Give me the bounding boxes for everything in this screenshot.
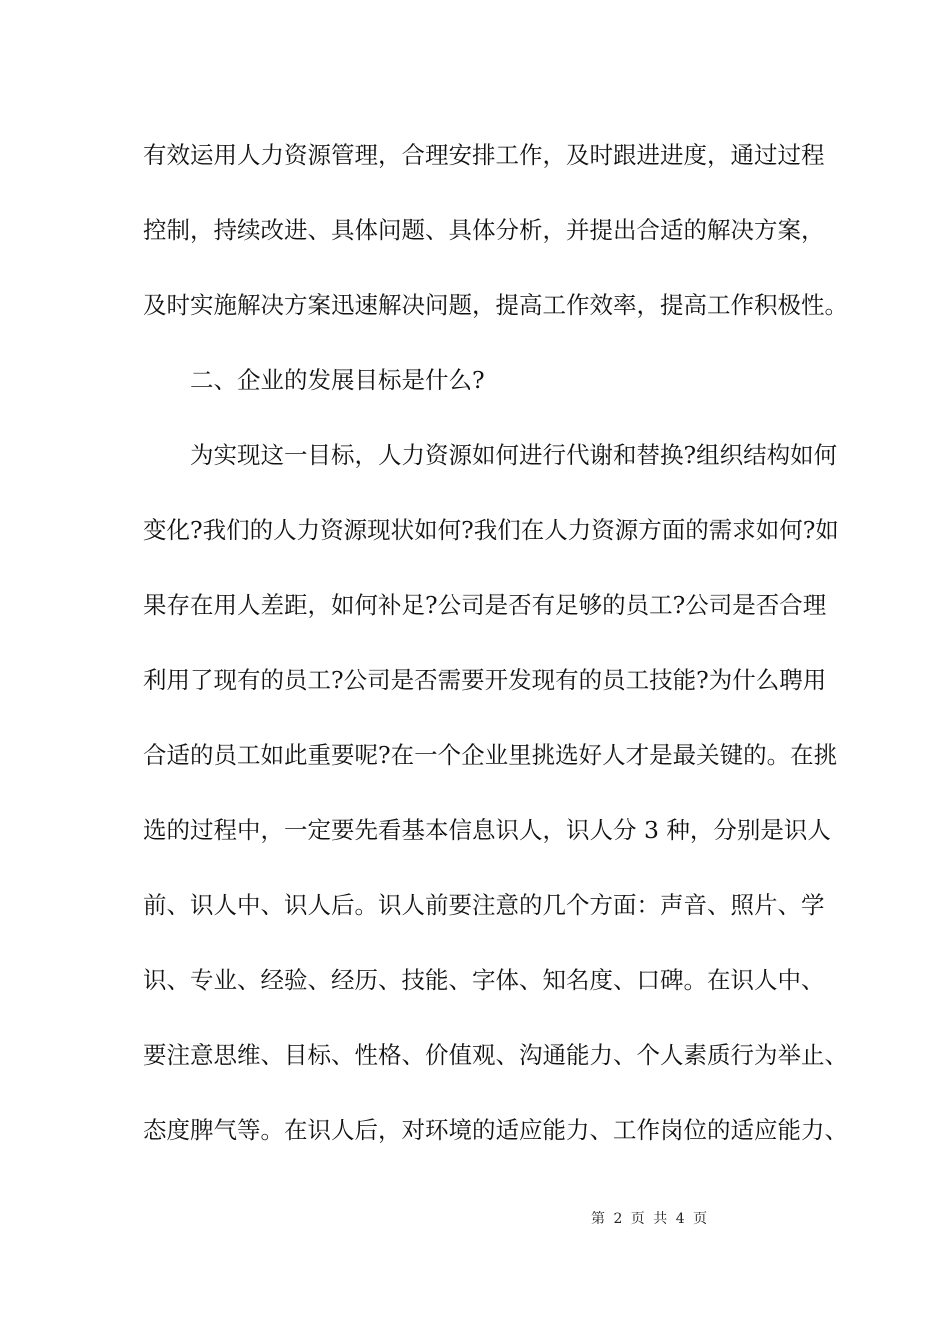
- page-number-footer: 第 2 页 共 4 页: [591, 1211, 708, 1227]
- body-line: 选的过程中，一定要先看基本信息识人，识人分 3 种，分别是识人: [143, 816, 831, 844]
- body-line: 利用了现有的员工?公司是否需要开发现有的员工技能?为什么聘用: [143, 666, 827, 694]
- body-line: 要注意思维、目标、性格、价值观、沟通能力、个人素质行为举止、: [143, 1041, 848, 1069]
- body-line: 有效运用人力资源管理，合理安排工作，及时跟进进度，通过过程: [143, 141, 825, 169]
- body-line: 合适的员工如此重要呢?在一个企业里挑选好人才是最关键的。在挑: [143, 741, 838, 769]
- body-line: 态度脾气等。在识人后，对环境的适应能力、工作岗位的适应能力、: [143, 1116, 848, 1144]
- body-line: 为实现这一目标，人力资源如何进行代谢和替换?组织结构如何: [190, 441, 838, 469]
- body-line: 前、识人中、识人后。识人前要注意的几个方面：声音、照片、学: [143, 891, 825, 919]
- section-heading: 二、企业的发展目标是什么?: [190, 366, 485, 394]
- body-line: 控制，持续改进、具体问题、具体分析，并提出合适的解决方案，: [143, 216, 825, 244]
- body-line: 及时实施解决方案迅速解决问题，提高工作效率，提高工作积极性。: [143, 291, 848, 319]
- body-line: 果存在用人差距，如何补足?公司是否有足够的员工?公司是否合理: [143, 591, 827, 619]
- body-line: 识、专业、经验、经历、技能、字体、知名度、口碑。在识人中、: [143, 966, 825, 994]
- body-line: 变化?我们的人力资源现状如何?我们在人力资源方面的需求如何?如: [143, 516, 839, 544]
